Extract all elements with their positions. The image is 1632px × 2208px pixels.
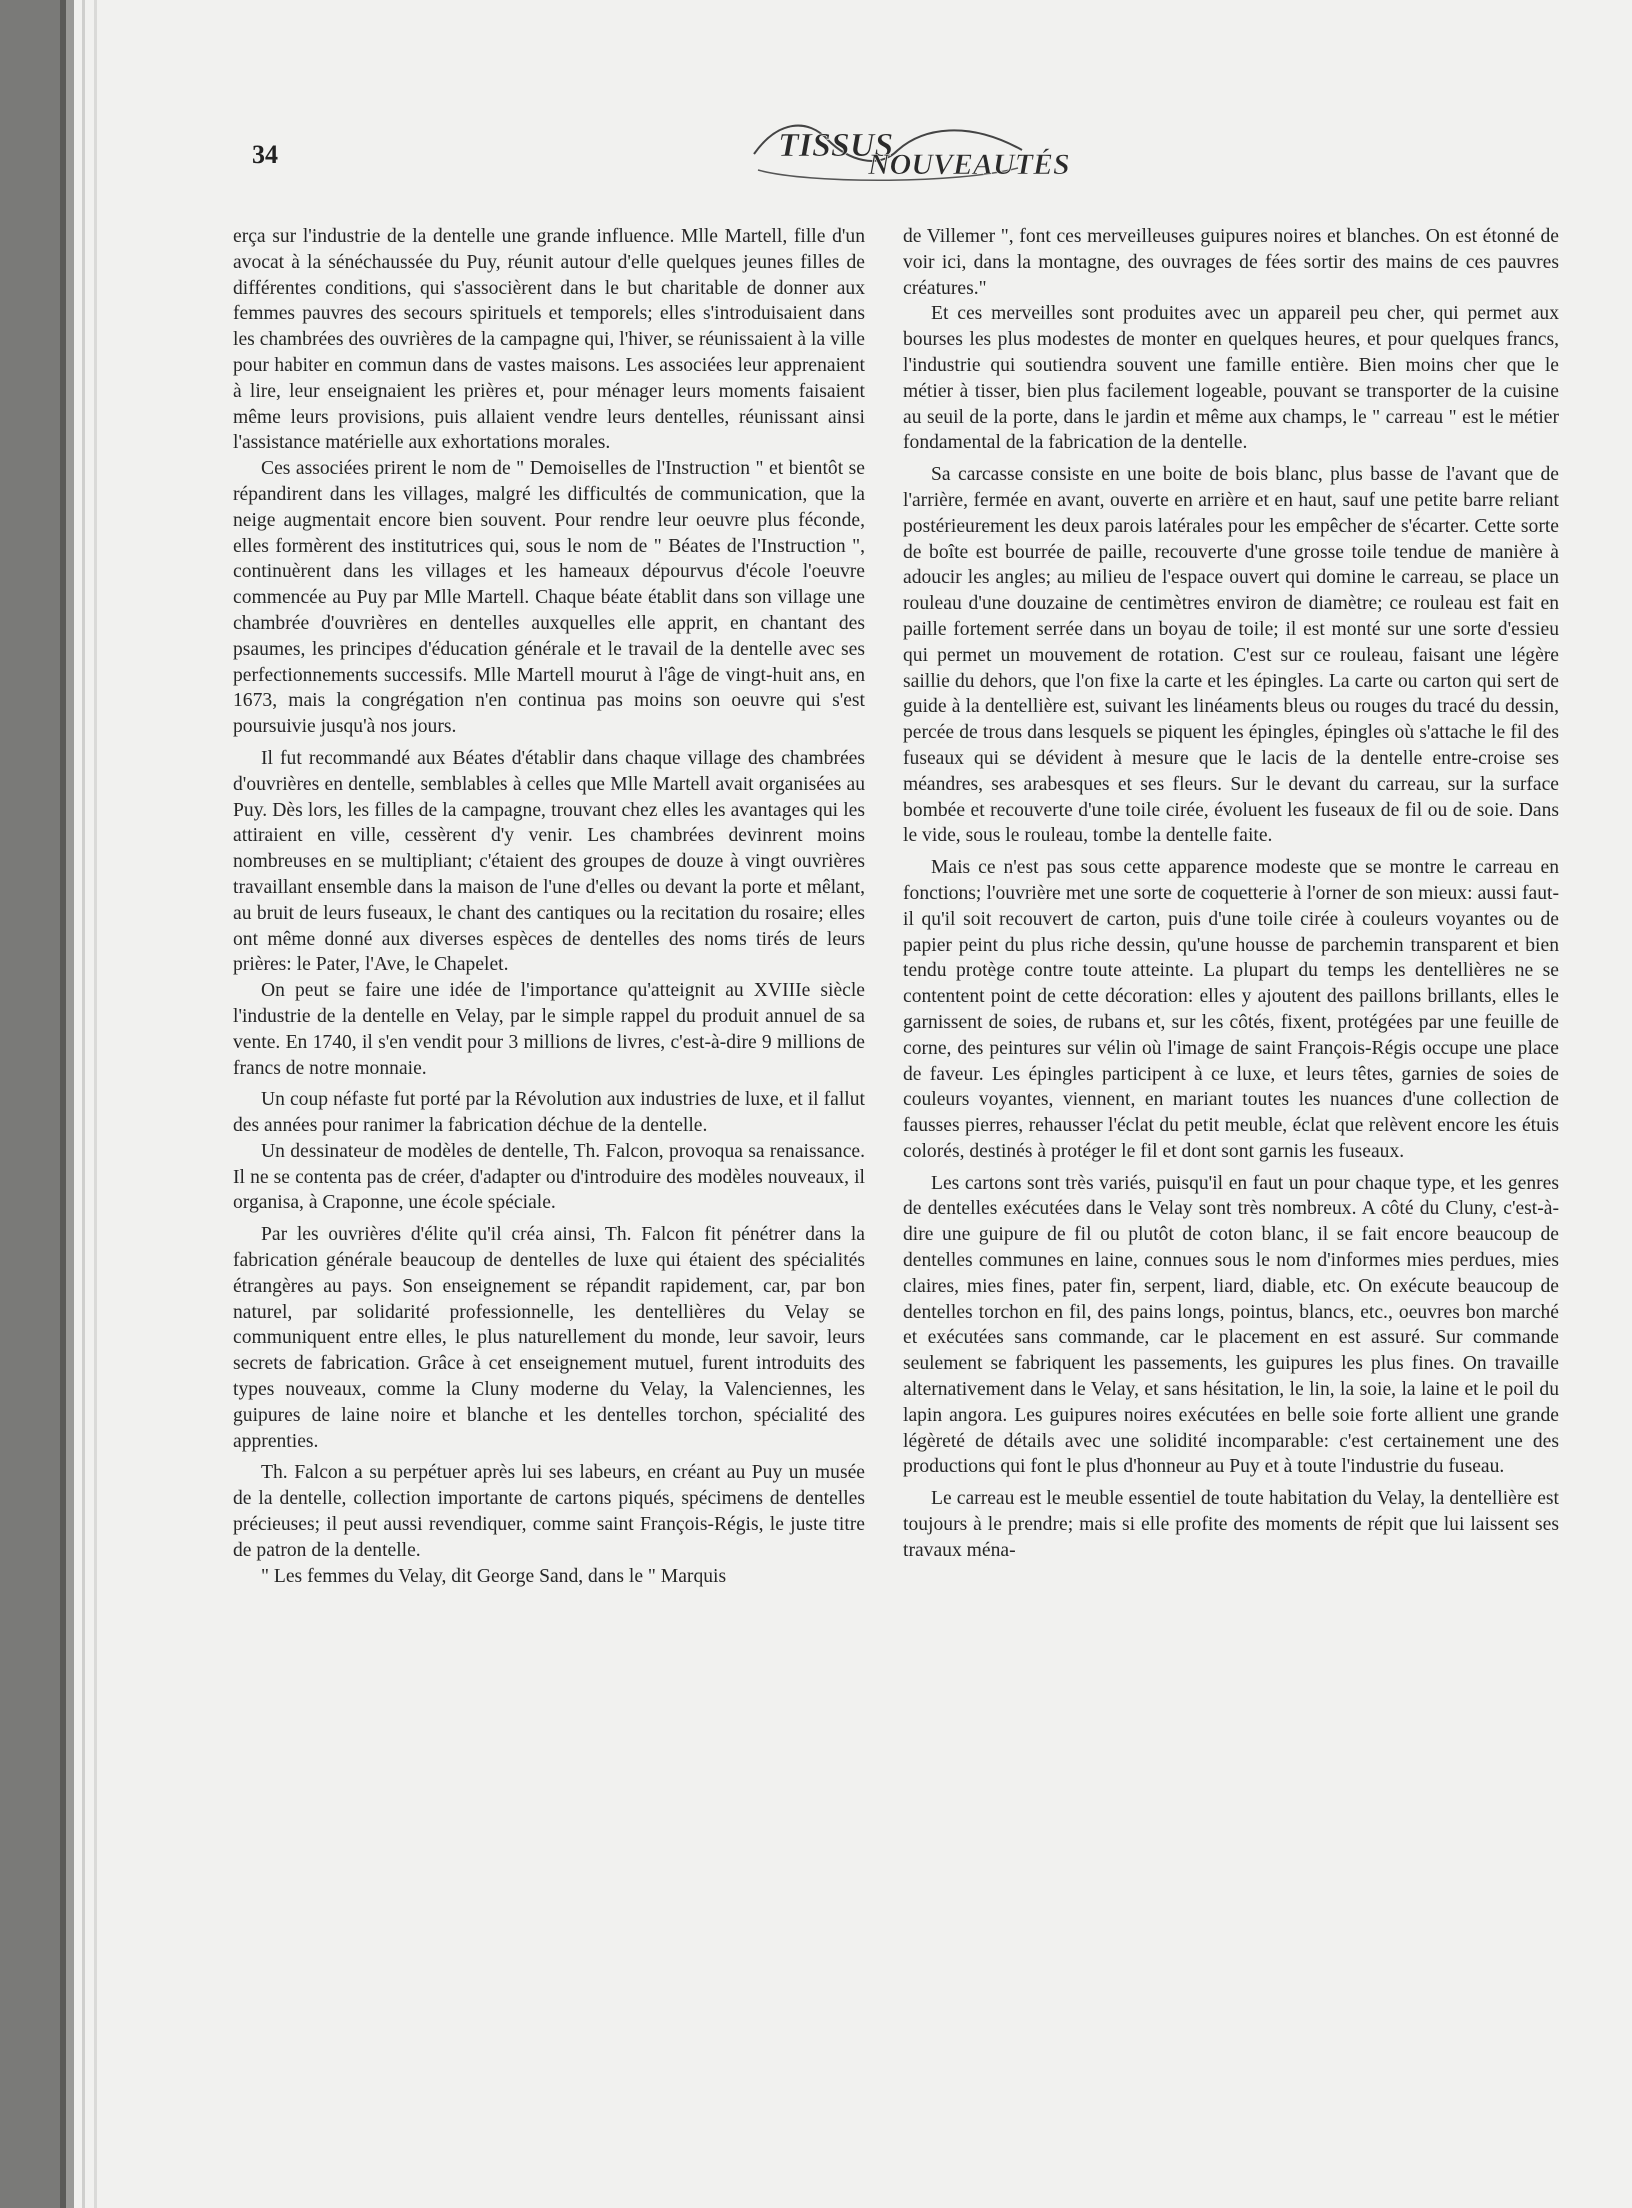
paragraph: " Les femmes du Velay, dit George Sand, dans le " Marquis	[261, 1565, 727, 1587]
svg-text:TISSUS: TISSUS	[778, 127, 894, 164]
svg-text:NOUVEAUTÉS: NOUVEAUTÉS	[868, 148, 1070, 181]
paragraph: Les cartons sont très variés, puisqu'il en faut un pour chaque type, et les genres de dentelles exécutées dans le Velay sont très nombreux. A côté du Cluny, c'est-à-dire une guipure de fil ou plutôt de coton blanc, il se fait encore beaucoup de dentelles communes en laine, connues sous le nom d'informes mies perdues, mies claires, mies fines, pater fin, serpent, liard, diable, etc. On exécute beaucoup de dentelles torchon en fil, des pains longs, pointus, blancs, etc., oeuvres bon marché et exécutées sans commande, car le placement en est assuré. Sur commande seulement se fabriquent les passements, les guipures les plus fines. On travaille alternativement dans le Velay, et sans hésitation, le lin, la soie, la laine et le poil du lapin angora. Les guipures noires exécutées en belle soie forte allient une grande légèreté de détails avec une solidité incomparable: c'est certainement une des productions qui font le plus d'honneur au Puy et à toute l'industrie du fuseau.	[903, 1172, 1559, 1478]
paragraph: Il fut recommandé aux Béates d'établir dans chaque village des chambrées d'ouvrières en dentelle, semblables à celles que Mlle Martell avait organisées au Puy. Dès lors, les filles de la campagne, trouvant chez elles les avantages qui les attiraient en ville, cessèrent d'y venir. Les chambrées devinrent moins nombreuses en se multipliant; c'étaient des groupes de douze à vingt ouvrières travaillant ensemble dans la maison de l'une d'elles ou devant la porte et mêlant, au bruit de leurs fuseaux, le chant des cantiques ou la recitation du rosaire; elles ont même donné aux diverses espèces de dentelles des noms tirés de leurs prières: le Pater, l'Ave, le Chapelet.	[233, 747, 865, 976]
paragraph: de Villemer ", font ces merveilleuses guipures noires et blanches. On est étonné de voir ici, dans la montagne, des ouvrages de fées sortir des mains de ces pauvres créatures."	[903, 226, 1559, 299]
left-text-column	[233, 224, 865, 1589]
paragraph: Un dessinateur de modèles de dentelle, Th. Falcon, provoqua sa renaissance. Il ne se contenta pas de créer, d'adapter ou d'introduire des modèles nouveaux, il organisa, à Craponne, une école spéciale.	[233, 1140, 865, 1214]
paragraph: Le carreau est le meuble essentiel de toute habitation du Velay, la dentellière est toujours à le prendre; mais si elle profite des moments de répit que lui laissent ses travaux ména-	[903, 1488, 1559, 1561]
paragraph: Mais ce n'est pas sous cette apparence modeste que se montre le carreau en fonctions; l'ouvrière met une sorte de coquetterie à l'orner de son mieux: aussi faut-il qu'il soit recouvert de carton, puis d'une toile cirée à couleurs voyantes ou de papier peint du plus riche dessin, qu'une housse de parchemin transparent et bien tendu protège contre toute atteinte. La plupart du temps les dentellières ne se contentent point de cette décoration: elles y ajoutent des paillons brillants, elles le garnissent de soies, de rubans et, sur les côtés, fixent, protégées par une feuille de corne, des peintures sur vélin où l'image de saint François-Régis occupe une place de faveur. Les épingles participent à ce luxe, et leurs têtes, garnies de soies de couleurs voyantes, viennent, en mariant toutes les nuances d'une collection de fausses pierres, rehausser l'éclat du petit meuble, éclat que relèvent encore les étuis colorés, destinés à protéger le fil et dont sont garnis les fuseaux.	[903, 857, 1559, 1162]
masthead-logo-graphic	[748, 110, 1070, 190]
page-number: 34	[252, 140, 278, 169]
paragraph: Sa carcasse consiste en une boite de bois blanc, plus basse de l'avant que de l'arrière, fermée en avant, ouverte en arrière et en haut, sauf une petite barre reliant postérieurement les deux parois latérales pour les empêcher de s'écarter. Cette sorte de boîte est bourrée de paille, recouverte d'une grosse toile tendue de manière à adoucir les angles; au milieu de l'espace ouvert qui domine le carreau, se place un rouleau d'une douzaine de centimètres environ de diamètre; ce rouleau est fait en paille fortement serrée dans un boyau de toile; il est monté sur une sorte d'essieu qui permet un mouvement de rotation. C'est sur ce rouleau, faisant une légère saillie du dehors, que l'on fixe la carte et les épingles. La carte ou carton qui sert de guide à la dentellière est, suivant les linéaments bleus ou rouges du tracé du dessin, percée de trous dans lesquels se piquent les épingles, épingles où s'attache le fil des fuseaux qui se dévident à mesure que le lacis de la dentelle entre-croise ses méandres, ses arabesques et ses fleurs. Sur le devant du carreau, sur la surface bombée et recouverte d'une toile cirée, évoluent les fuseaux de fil ou de soie. Dans le vide, sous le rouleau, tombe la dentelle faite.	[903, 464, 1559, 847]
paragraph: Ces associées prirent le nom de " Demoiselles de l'Instruction " et bientôt se répandirent dans les villages, malgré les difficultés de communication, que la neige augmentait encore bien souvent. Pour rendre leur oeuvre plus féconde, elles formèrent des institutrices qui, sous le nom de " Béates de l'Instruction ", continuèrent dans les villages et les hameaux dépourvus d'école l'oeuvre commencée au Puy par Mlle Martell. Chaque béate établit dans son village une chambrée d'ouvrières en dentelles auxquelles elle apprit, en chantant des psaumes, les principes d'éducation générale et le travail de la dentelle avec ses perfectionnements successifs. Mlle Martell mourut à l'âge de vingt-huit ans, en 1673, mais la congrégation n'en continua pas moins son oeuvre qui s'est poursuivie jusqu'à nos jours.	[233, 458, 865, 738]
paragraph: Un coup néfaste fut porté par la Révolution aux industries de luxe, et il fallut des années pour ranimer la fabrication déchue de la dentelle.	[233, 1089, 865, 1137]
binding-edge-inner	[94, 0, 97, 2208]
right-text-column	[903, 224, 1559, 1564]
paragraph: erça sur l'industrie de la dentelle une grande influence. Mlle Martell, fille d'un avocat à la sénéchaussée du Puy, réunit autour d'elle quelques jeunes filles de différentes conditions, qui s'associèrent dans le but charitable de donner aux femmes pauvres des secours spirituels et temporels; elles s'introduisaient dans les chambrées des ouvrières de la campagne qui, l'hiver, se réunissaient à la ville pour habiter en commun dans de vastes maisons. Les associées leur apprenaient à lire, leur enseignaient les prières et, pour ménager leurs moments faisaient même leurs provisions, puis allaient vendre leurs dentelles, réunissant ainsi l'assistance matérielle aux exhortations morales.	[233, 226, 865, 454]
masthead-logo	[748, 110, 1070, 190]
binding-edge	[82, 0, 85, 2208]
paragraph: Par les ouvrières d'élite qu'il créa ainsi, Th. Falcon fit pénétrer dans la fabrication générale beaucoup de dentelles de luxe qui étaient des spécialités étrangères au pays. Son enseignement se répandit rapidement, car, par bon naturel, par solidarité professionnelle, les dentellières du Velay se communiquent entre elles, le plus naturellement du monde, leur savoir, leurs secrets de fabrication. Grâce à cet enseignement mutuel, furent introduits des types nouveaux, comme la Cluny moderne du Velay, la Valenciennes, les guipures de laine noire et blanche et les dentelles torchon, spécialité des apprenties.	[233, 1224, 865, 1452]
paragraph: Et ces merveilles sont produites avec un appareil peu cher, qui permet aux bourses les plus modestes de monter en quelques heures, et pour quelques francs, l'industrie qui soutiendra souvent une famille entière. Bien moins cher que le métier à tisser, bien plus facilement logeable, pouvant se transporter de la cuisine au seuil de la porte, dans le jardin et même aux champs, le " carreau " est le métier fondamental de la fabrication de la dentelle.	[903, 303, 1559, 454]
paragraph: Th. Falcon a su perpétuer après lui ses labeurs, en créant au Puy un musée de la dentelle, collection importante de cartons piqués, spécimens de dentelles précieuses; il peut aussi revendiquer, comme saint François-Régis, le juste titre de patron de la dentelle.	[233, 1462, 865, 1561]
paragraph: On peut se faire une idée de l'importance qu'atteignit au XVIIIe siècle l'industrie de la dentelle en Velay, par le simple rappel du produit annuel de sa vente. En 1740, il s'en vendit pour 3 millions de livres, c'est-à-dire 9 millions de francs de notre monnaie.	[233, 980, 865, 1079]
